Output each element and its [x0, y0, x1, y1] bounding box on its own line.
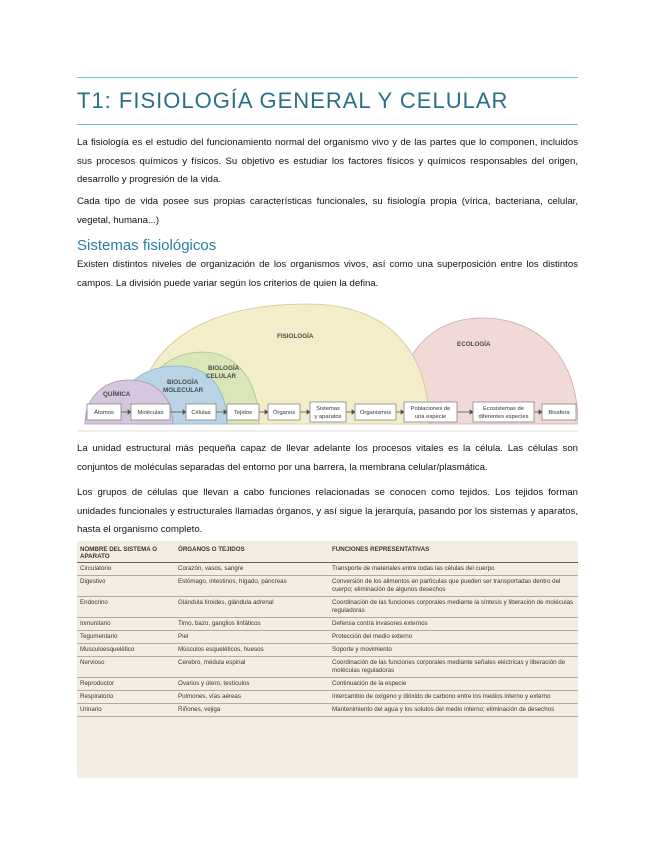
cell-organos: Estómago, intestinos, hígado, páncreas [175, 576, 329, 597]
header-organos: ÓRGANOS O TEJIDOS [175, 541, 329, 563]
level-sistemas-2: y aparatos [314, 414, 342, 420]
cell-funciones: Conversión de los alimentos en partículas que pueden ser transportadas dentro del cuerpo; eliminación de algunos desechos [329, 576, 578, 597]
cell-organos: Cerebro, médula espinal [175, 657, 329, 678]
cell-sistema: Urinario [77, 704, 175, 717]
cell-funciones: Mantenimiento del agua y los solutos del medio interno; eliminación de desechos [329, 704, 578, 717]
level-sistemas-1: Sistemas [316, 406, 340, 412]
cell-funciones: Coordinación de las funciones corporales mediante señales eléctricas y liberación de moléculas reguladoras [329, 657, 578, 678]
cell-organos: Corazón, vasos, sangre [175, 563, 329, 576]
level-ecosistemas-2: diferentes especies [478, 414, 529, 420]
section-paragraph-3: Los grupos de células que llevan a cabo funciones relacionadas se conocen como tejidos. Los tejidos forman unidades funcionales y estructurales llamadas órganos, y así sigue la jerarquía, pasando por los sistemas y aparatos, hasta el organismo completo. [77, 487, 578, 535]
table-row [77, 618, 578, 631]
cell-funciones: Soporte y movimiento [329, 644, 578, 657]
level-tejidos: Tejidos [233, 410, 253, 416]
page-title: T1: FISIOLOGÍA GENERAL Y CELULAR [77, 88, 509, 113]
section-paragraph-2: La unidad estructural más pequeña capaz de llevar adelante los procesos vitales es la célula. Las células son conjuntos de moléculas separadas del entorno por una barrera, la membrana celular/plasmática. [77, 443, 578, 473]
level-atomos: Átomos [94, 410, 114, 416]
cell-funciones: Defensa contra invasores externos [329, 618, 578, 631]
level-ecosistemas-1: Ecosistemas de [483, 406, 524, 412]
label-quimica: QUÍMICA [103, 391, 131, 398]
cell-funciones: Protección del medio externo [329, 631, 578, 644]
cell-sistema: Circulatorio [77, 563, 175, 576]
cell-sistema: Digestivo [77, 576, 175, 597]
cell-organos: Piel [175, 631, 329, 644]
cell-organos: Músculos esqueléticos, huesos [175, 644, 329, 657]
cell-sistema: Reproductor [77, 678, 175, 691]
cell-funciones: Continuación de la especie [329, 678, 578, 691]
label-fisiologia: FISIOLOGÍA [277, 333, 314, 340]
cell-sistema: Musculoesquelético [77, 644, 175, 657]
cell-sistema: Endocrino [77, 597, 175, 618]
cell-sistema: Respiratorio [77, 691, 175, 704]
level-organos: Órganos [272, 410, 296, 416]
title-rule-top [77, 77, 578, 78]
cell-sistema: Nervioso [77, 657, 175, 678]
cell-organos: Ovarios y útero, testículos [175, 678, 329, 691]
label-biologia-celular-1: BIOLOGÍA [208, 365, 240, 372]
cell-sistema: Tegumentario [77, 631, 175, 644]
table-row [77, 576, 578, 597]
cell-organos: Pulmones, vías aéreas [175, 691, 329, 704]
level-poblaciones-2: una especie [414, 414, 447, 420]
section-heading: Sistemas fisiológicos [77, 237, 217, 254]
table-row [77, 657, 578, 678]
cell-funciones: Coordinación de las funciones corporales mediante la síntesis y liberación de moléculas reguladoras [329, 597, 578, 618]
table-row [77, 691, 578, 704]
label-biologia-celular-2: CELULAR [206, 373, 237, 380]
systems-table-grid [77, 541, 578, 717]
section-paragraph-1: Existen distintos niveles de organización de los organismos vivos, así como una superposición entre los distintos campos. La división puede variar según los criterios de quien la defina. [77, 259, 578, 289]
cell-organos: Riñones, vejiga [175, 704, 329, 717]
table-row [77, 704, 578, 717]
cell-organos: Timo, bazo, ganglios linfáticos [175, 618, 329, 631]
table-header-row [77, 541, 578, 563]
table-row [77, 631, 578, 644]
label-ecologia: ECOLOGÍA [457, 341, 491, 348]
level-celulas: Células [191, 410, 211, 416]
cell-funciones: Transporte de materiales entre todas las células del cuerpo [329, 563, 578, 576]
systems-table [77, 541, 578, 778]
header-funciones: FUNCIONES REPRESENTATIVAS [329, 541, 578, 563]
label-biologia-molecular-1: BIOLOGÍA [167, 379, 199, 386]
level-biosfera: Biosfera [548, 410, 570, 416]
cell-sistema: Inmunitario [77, 618, 175, 631]
intro-paragraph-1: La fisiología es el estudio del funcionamiento normal del organismo vivo y de las partes que lo componen, incluidos sus procesos químicos y físicos. Su objetivo es estudiar los factores físicos y químicos responsables del origen, desarrollo y progresión de la vida. [77, 137, 578, 185]
cell-organos: Glándula tiroides, glándula adrenal [175, 597, 329, 618]
organization-levels-diagram [77, 300, 578, 432]
level-poblaciones-1: Poblaciones de [410, 406, 451, 412]
level-organismos: Organismos [359, 410, 392, 416]
level-moleculas: Moléculas [137, 410, 164, 416]
table-row [77, 644, 578, 657]
title-rule-bottom [77, 124, 578, 125]
header-sistema: NOMBRE DEL SISTEMA O APARATO [77, 541, 175, 563]
table-row [77, 678, 578, 691]
label-biologia-molecular-2: MOLECULAR [163, 387, 204, 394]
intro-paragraph-2: Cada tipo de vida posee sus propias características funcionales, su fisiología propia (vírica, bacteriana, celular, vegetal, humana...) [77, 196, 578, 226]
cell-funciones: Intercambio de oxígeno y dióxido de carbono entre los medios interno y externo [329, 691, 578, 704]
table-row [77, 563, 578, 576]
table-row [77, 597, 578, 618]
